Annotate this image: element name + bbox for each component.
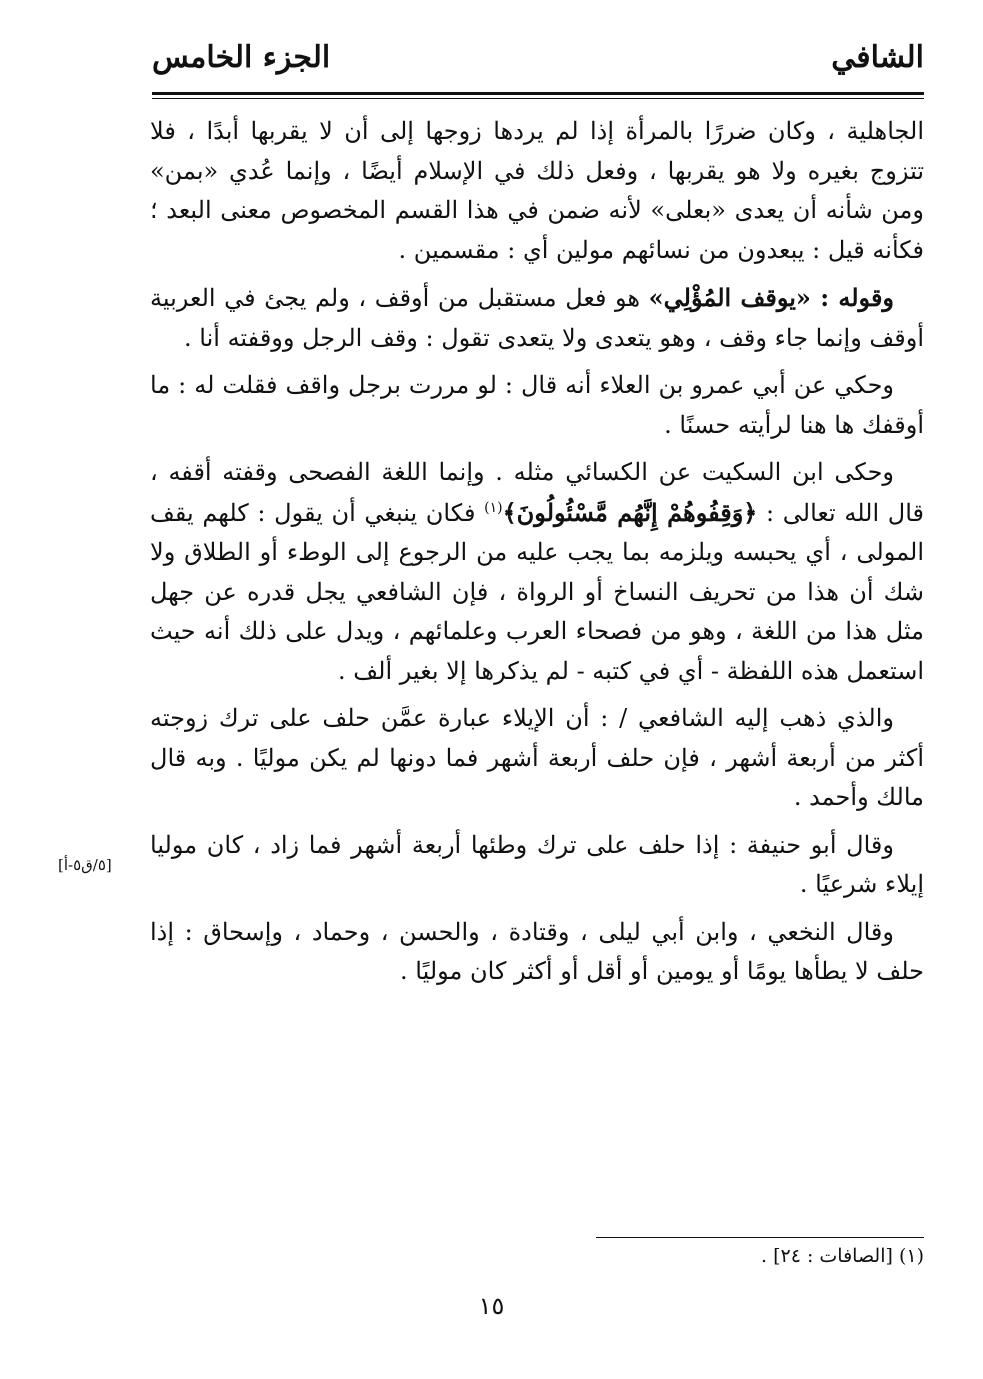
paragraph: وحكي عن أبي عمرو بن العلاء أنه قال : لو مررت برجل واقف فقلت له : ما أوقفك ها هنا لرأيته حسنًا .	[150, 371, 924, 439]
running-header	[152, 40, 924, 86]
quran-verse: ﴿وَقِفُوهُمْ إِنَّهُم مَّسْئُولُونَ﴾	[502, 497, 758, 527]
paragraph	[150, 453, 924, 691]
paragraph	[150, 278, 924, 358]
paragraph-text: وحكى ابن السكيت عن الكسائي مثله . وإنما اللغة الفصحى وقفته أقفه ، قال الله تعالى :	[150, 458, 924, 527]
page-number: ١٥	[478, 1292, 505, 1320]
paragraph: الجاهلية ، وكان ضررًا بالمرأة إذا لم يردها زوجها إلى أن لا يقربها أبدًا ، فلا تتزوج بغيره ولا هو يقربها ، وفعل ذلك في الإسلام أيضًا ، وإنما عُدي «بمن» ومن شأنه أن يعدى «بعلى» لأنه ضمن في هذا القسم المخصوص معنى البعد ؛ فكأنه قيل : يبعدون من نسائهم مولين أي : مقسمين .	[150, 117, 924, 264]
paragraph: وقال النخعي ، وابن أبي ليلى ، وقتادة ، والحسن ، وحماد ، وإسحاق : إذا حلف لا يطأها يومًا أو يومين أو أقل أو أكثر كان موليًا .	[150, 917, 924, 985]
quoted-term: وقوله : «يوقف المُؤْلِي»	[648, 283, 895, 312]
paragraph: والذي ذهب إليه الشافعي / : أن الإيلاء عبارة عمَّن حلف على ترك زوجته أكثر من أربعة أشهر ، فإن حلف أربعة أشهر فما دونها لم يكن موليًا . وبه قال مالك وأحمد .	[150, 704, 924, 811]
paragraph: وقال أبو حنيفة : إذا حلف على ترك وطئها أربعة أشهر فما زاد ، كان موليا إيلاء شرعيًا .	[150, 830, 924, 898]
part-title: الجزء الخامس	[152, 40, 331, 75]
header-rule-thick	[152, 92, 924, 95]
footnote-rule	[596, 1237, 924, 1238]
footnote: (١) [الصافات : ٢٤] .	[761, 1245, 924, 1267]
paragraph-text: فكان ينبغي أن يقول : كلهم يقف المولى ، أي يحبسه ويلزمه بما يجب عليه من الرجوع إلى الوطء أو الطلاق ولا شك أن هذا من تحريف النساخ أو الرواة ، فإن الشافعي يجل قدره عن جهل مثل هذا من اللغة ، وهو من فصحاء العرب وعلمائهم ، ويدل على ذلك أنه حيث استعمل هذه اللفظة - أي في كتبه - لم يذكرها إلا بغير ألف .	[150, 498, 924, 685]
main-text	[150, 112, 924, 1000]
header-rule-thin	[152, 98, 924, 99]
paragraph-text: هو فعل مستقبل من أوقف ، ولم يجئ في العربية أوقف وإنما جاء وقف ، وهو يتعدى ولا يتعدى تقول : وقف الرجل ووقفته أنا .	[150, 284, 924, 352]
footnote-ref: (١)	[484, 499, 503, 516]
manuscript-folio-note: [٥/ق٥-أ]	[58, 856, 112, 874]
book-title: الشافي	[831, 40, 924, 75]
